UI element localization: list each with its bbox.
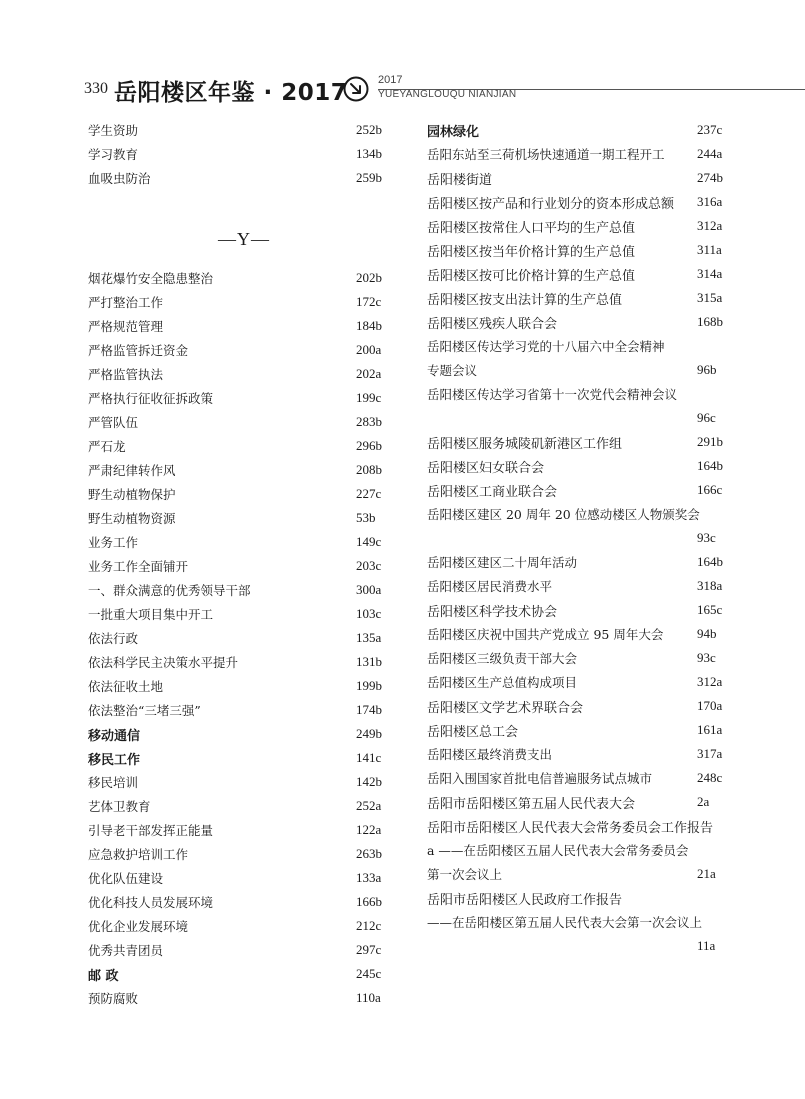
index-term: 岳阳楼区建区 20 周年 20 位感动楼区人物颁奖会 [427, 507, 700, 522]
index-page-ref: 2a [697, 794, 710, 809]
index-page-ref: 297c [356, 942, 382, 957]
index-page-ref: 312a [697, 674, 723, 689]
index-term: 岳阳楼区残疾人联合会 [427, 317, 558, 332]
index-page-ref: 314a [697, 266, 723, 281]
index-right-column [427, 119, 727, 959]
index-entry [427, 215, 727, 239]
index-page-ref: 135a [356, 630, 382, 645]
index-entry [427, 695, 727, 719]
index-term: 严格监管拆迁资金 [88, 343, 189, 358]
index-entry [427, 383, 727, 407]
index-entry [427, 239, 727, 263]
index-page-ref: 317a [697, 746, 723, 761]
index-term: 优化企业发展环境 [88, 919, 189, 934]
index-page-ref: 174b [356, 702, 382, 717]
index-term: 邮 政 [88, 969, 119, 984]
index-term: 严打整治工作 [88, 295, 164, 310]
index-term: 严格执行征收征拆政策 [88, 391, 214, 406]
index-page-ref: 259b [356, 170, 382, 185]
index-entry [88, 723, 386, 747]
index-page-ref: 245c [356, 966, 382, 981]
index-entry [88, 315, 386, 339]
index-term: 岳阳楼区三级负责干部大会 [427, 651, 578, 666]
page-header [0, 0, 805, 110]
index-entry [88, 675, 386, 699]
index-page-ref: 93c [697, 530, 716, 545]
index-entry [88, 435, 386, 459]
index-entry [427, 311, 727, 335]
index-entry [427, 599, 727, 623]
index-entry [427, 911, 727, 935]
index-page-ref: 96c [697, 410, 716, 425]
index-term: 岳阳楼区传达学习省第十一次党代会精神会议 [427, 387, 678, 402]
index-page-ref: 252b [356, 122, 382, 137]
index-page-ref: 103c [356, 606, 382, 621]
index-page-ref: 249b [356, 726, 382, 741]
index-entry [88, 363, 386, 387]
index-term: 岳阳楼区按产品和行业划分的资本形成总额 [427, 197, 675, 212]
index-entry [427, 791, 727, 815]
index-term: 岳阳东站至三荷机场快速通道一期工程开工 [427, 147, 665, 162]
index-page-ref: 244a [697, 146, 723, 161]
index-term: 严石龙 [88, 439, 126, 454]
index-entry [88, 531, 386, 555]
index-term: 岳阳楼区工商业联合会 [427, 485, 558, 500]
index-page-ref: 316a [697, 194, 723, 209]
index-page-ref: 212c [356, 918, 382, 933]
index-page-ref: 312a [697, 218, 723, 233]
index-term: 岳阳楼区按常住人口平均的生产总值 [427, 221, 636, 236]
spacer [88, 191, 386, 219]
index-page-ref: 164b [697, 554, 723, 569]
index-page-ref: 110a [356, 990, 381, 1005]
index-page-ref: 141c [356, 750, 382, 765]
index-page-ref: 318a [697, 578, 723, 593]
index-page-ref: 170a [697, 698, 723, 713]
index-term: 岳阳楼区科学技术协会 [427, 605, 558, 620]
index-page-ref: 227c [356, 486, 382, 501]
index-entry [427, 431, 727, 455]
index-term: 严肃纪律转作风 [88, 463, 176, 478]
index-page-ref: 168b [697, 314, 723, 329]
index-page-ref: 283b [356, 414, 382, 429]
index-entry [88, 819, 386, 843]
index-term: 岳阳市岳阳楼区人民政府工作报告 [427, 893, 623, 908]
index-page-ref: 164b [697, 458, 723, 473]
index-entry [88, 651, 386, 675]
index-entry [427, 503, 727, 527]
index-page-ref: 296b [356, 438, 382, 453]
index-entry [88, 119, 386, 143]
index-term: 艺体卫教育 [88, 799, 151, 814]
index-term: 岳阳市岳阳楼区人民代表大会常务委员会工作报告 [427, 821, 714, 836]
index-term: 岳阳市岳阳楼区第五届人民代表大会 [427, 797, 636, 812]
index-page-ref: 166c [697, 482, 723, 497]
index-term: 优秀共青团员 [88, 943, 164, 958]
index-entry [88, 963, 386, 987]
page-number: 330 [84, 80, 108, 97]
index-page-ref: 165c [697, 602, 723, 617]
index-term: 优化科技人员发展环境 [88, 895, 214, 910]
index-entry [427, 623, 727, 647]
index-entry [427, 671, 727, 695]
index-term: 移民培训 [88, 775, 139, 790]
index-page-ref: 94b [697, 626, 717, 641]
index-entry [427, 647, 727, 671]
index-entry [427, 719, 727, 743]
index-term: 业务工作 [88, 535, 139, 550]
index-page-ref: 202a [356, 366, 382, 381]
header-year: 2017 [378, 74, 403, 86]
index-term: 依法科学民主决策水平提升 [88, 655, 239, 670]
index-term: 优化队伍建设 [88, 871, 164, 886]
index-term: 业务工作全面铺开 [88, 559, 189, 574]
index-entry [427, 887, 727, 911]
index-page-ref: 142b [356, 774, 382, 789]
index-page-ref: 134b [356, 146, 382, 161]
index-page-ref: 149c [356, 534, 382, 549]
index-page-ref: 263b [356, 846, 382, 861]
book-title: 岳阳楼区年鉴 · 2017 [114, 80, 348, 106]
index-term: 岳阳楼区最终消费支出 [427, 747, 553, 762]
index-entry [427, 263, 727, 287]
index-page-ref: 208b [356, 462, 382, 477]
index-entry [88, 507, 386, 531]
index-entry [88, 891, 386, 915]
index-entry [427, 863, 727, 887]
index-term: 岳阳楼区按可比价格计算的生产总值 [427, 269, 636, 284]
index-page-ref: 199b [356, 678, 382, 693]
index-entry [88, 795, 386, 819]
index-term: 岳阳楼区生产总值构成项目 [427, 675, 578, 690]
index-page-ref: 237c [697, 122, 723, 137]
index-entry [88, 387, 386, 411]
index-entry [88, 459, 386, 483]
index-page-ref: 93c [697, 650, 716, 665]
index-page-ref: 252a [356, 798, 382, 813]
index-page-ref: 291b [697, 434, 723, 449]
index-page-ref: 300a [356, 582, 382, 597]
index-term: 严格规范管理 [88, 319, 164, 334]
index-page-ref: 133a [356, 870, 382, 885]
index-page-ref: 184b [356, 318, 382, 333]
index-term: ——在岳阳楼区第五届人民代表大会第一次会议上 [427, 915, 703, 930]
index-term: 严管队伍 [88, 415, 139, 430]
index-entry [88, 411, 386, 435]
index-page-ref: 315a [697, 290, 723, 305]
index-entry [88, 915, 386, 939]
index-page-ref: 274b [697, 170, 723, 185]
index-entry [427, 935, 727, 959]
header-pinyin: YUEYANGLOUQU NIANJIAN [378, 89, 517, 100]
index-term: 烟花爆竹安全隐患整治 [88, 271, 214, 286]
index-page-ref: 311a [697, 242, 722, 257]
index-entry [427, 551, 727, 575]
letter-heading: —Y— [218, 229, 270, 249]
index-term: 依法征收土地 [88, 679, 164, 694]
index-entry [88, 267, 386, 291]
index-term: 一、群众满意的优秀领导干部 [88, 583, 251, 598]
index-entry [427, 575, 727, 599]
index-term: 血吸虫防治 [88, 171, 151, 186]
index-page-ref: 199c [356, 390, 382, 405]
index-term: 园林绿化 [427, 125, 480, 140]
index-entry [88, 483, 386, 507]
index-entry [88, 747, 386, 771]
index-page-ref: 202b [356, 270, 382, 285]
index-left-column [88, 119, 386, 1011]
index-page-ref: 248c [697, 770, 723, 785]
index-entry [427, 287, 727, 311]
index-entry [427, 167, 727, 191]
index-entry [88, 555, 386, 579]
index-entry [427, 119, 727, 143]
index-entry [427, 191, 727, 215]
index-term: 岳阳楼区妇女联合会 [427, 461, 545, 476]
index-page-ref: 96b [697, 362, 717, 377]
index-term: 岳阳楼区传达学习党的十八届六中全会精神 [427, 339, 665, 354]
index-term: 岳阳入围国家首批电信普遍服务试点城市 [427, 771, 653, 786]
index-term: 野生动植物资源 [88, 511, 176, 526]
index-page-ref: 203c [356, 558, 382, 573]
index-term: 引导老干部发挥正能量 [88, 823, 214, 838]
index-term: 严格监管执法 [88, 367, 164, 382]
index-term: 移民工作 [88, 753, 141, 768]
index-term: 岳阳楼区建区二十周年活动 [427, 555, 578, 570]
index-term: 一批重大项目集中开工 [88, 607, 214, 622]
index-entry [88, 939, 386, 963]
index-entry [427, 479, 727, 503]
index-entry [88, 579, 386, 603]
index-entry [427, 407, 727, 431]
index-entry [88, 291, 386, 315]
index-page-ref: 53b [356, 510, 376, 525]
index-term: 第一次会议上 [427, 867, 503, 882]
index-page-ref: 172c [356, 294, 382, 309]
index-entry [88, 339, 386, 363]
index-term: 学生资助 [88, 123, 139, 138]
index-term: 岳阳楼区服务城陵矶新港区工作组 [427, 437, 623, 452]
index-page-ref: 166b [356, 894, 382, 909]
index-entry [427, 767, 727, 791]
index-entry [88, 143, 386, 167]
index-term: 依法整治“三堵三强” [88, 703, 201, 718]
index-entry [88, 167, 386, 191]
index-entry [427, 815, 727, 839]
index-entry [88, 699, 386, 723]
index-term: 野生动植物保护 [88, 487, 176, 502]
circled-arrow-icon [343, 76, 369, 102]
index-entry [427, 743, 727, 767]
index-term: 岳阳楼区庆祝中国共产党成立 95 周年大会 [427, 627, 664, 642]
index-page-ref: 161a [697, 722, 723, 737]
index-entry [88, 867, 386, 891]
index-entry [88, 627, 386, 651]
index-term: a ——在岳阳楼区五届人民代表大会常务委员会 [427, 843, 689, 858]
index-term: 岳阳楼区总工会 [427, 725, 519, 740]
letter-section [88, 219, 386, 267]
index-term: 学习教育 [88, 147, 139, 162]
index-term: 岳阳楼区居民消费水平 [427, 579, 553, 594]
index-term: 应急救护培训工作 [88, 847, 189, 862]
index-term: 岳阳楼区按当年价格计算的生产总值 [427, 245, 636, 260]
index-term: 岳阳楼区按支出法计算的生产总值 [427, 293, 623, 308]
index-term: 岳阳楼区文学艺术界联合会 [427, 701, 584, 716]
index-page-ref: 122a [356, 822, 382, 837]
index-term: 移动通信 [88, 729, 141, 744]
index-entry [88, 843, 386, 867]
index-entry [88, 771, 386, 795]
index-entry [427, 455, 727, 479]
index-entry [427, 527, 727, 551]
index-entry [427, 359, 727, 383]
index-entry [427, 335, 727, 359]
index-page-ref: 11a [697, 938, 716, 953]
index-page-ref: 200a [356, 342, 382, 357]
index-page-ref: 21a [697, 866, 716, 881]
index-term: 依法行政 [88, 631, 139, 646]
index-term: 专题会议 [427, 363, 478, 378]
index-page-ref: 131b [356, 654, 382, 669]
index-term: 预防腐败 [88, 991, 139, 1006]
index-entry [88, 603, 386, 627]
index-term: 岳阳楼街道 [427, 173, 493, 188]
index-entry [427, 839, 727, 863]
index-entry [427, 143, 727, 167]
index-entry [88, 987, 386, 1011]
